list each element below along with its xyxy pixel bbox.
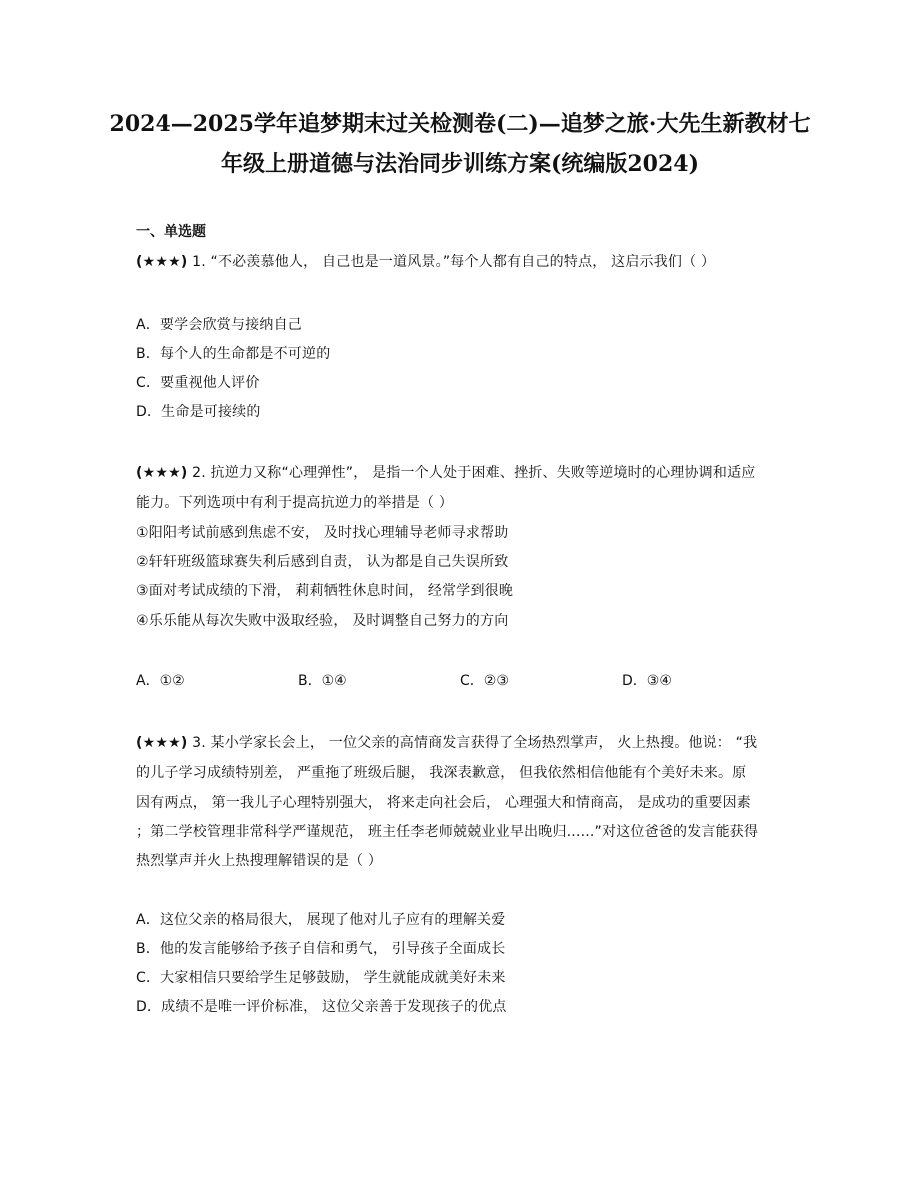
q3-stem-line-4: ；第二学校管理非常科学严谨规范， 班主任李老师兢兢业业早出晚归......”对这位爸爸的发言能获得	[136, 824, 759, 840]
q2-option-d[interactable]: D．③④	[622, 673, 672, 689]
q2-difficulty: (★★★)	[136, 465, 188, 481]
q3-stem-line-5: 热烈掌声并火上热搜理解错误的是（ ）	[136, 853, 383, 869]
q2-options	[136, 670, 836, 690]
q3-option-a[interactable]: A．这位父亲的格局很大， 展现了他对儿子应有的理解关爱	[136, 912, 506, 928]
q3-difficulty: (★★★)	[136, 735, 188, 751]
q1-stem: (★★★) 1. “不必羡慕他人， 自己也是一道风景。”每个人都有自己的特点， 这启示我们（ ）	[136, 254, 716, 270]
q1-difficulty: (★★★)	[136, 254, 188, 270]
section-heading: 一、单选题	[136, 224, 206, 240]
q1-option-c[interactable]: C．要重视他人评价	[136, 375, 260, 391]
q3-stem-line-2: 的儿子学习成绩特别差， 严重拖了班级后腿， 我深表歉意， 但我依然相信他能有个美好未来。原	[136, 765, 747, 781]
q1-option-a[interactable]: A．要学会欣赏与接纳自己	[136, 317, 302, 333]
q1-option-b[interactable]: B．每个人的生命都是不可逆的	[136, 346, 331, 362]
q3-stem-line-3: 因有两点， 第一我儿子心理特别强大， 将来走向社会后， 心理强大和情商高， 是成功的重要因素	[136, 795, 751, 811]
q3-option-c[interactable]: C．大家相信只要给学生足够鼓励， 学生就能成就美好未来	[136, 970, 506, 986]
q3-option-b[interactable]: B．他的发言能够给予孩子自信和勇气， 引导孩子全面成长	[136, 941, 506, 957]
q2-stem-line-2: 能力。下列选项中有利于提高抗逆力的举措是（ ）	[136, 495, 454, 511]
q2-option-a[interactable]: A．①②	[136, 673, 185, 689]
page-title	[60, 104, 860, 184]
q3-option-d[interactable]: D．成绩不是唯一评价标准， 这位父亲善于发现孩子的优点	[136, 999, 507, 1015]
q2-item-3: ③面对考试成绩的下滑， 莉莉牺牲休息时间， 经常学到很晚	[136, 583, 514, 599]
q2-item-1: ①阳阳考试前感到焦虑不安， 及时找心理辅导老师寻求帮助	[136, 525, 509, 541]
q3-stem-line-1: (★★★) 3. 某小学家长会上， 一位父亲的高情商发言获得了全场热烈掌声， 火上热搜。他说： “我	[136, 735, 758, 751]
title-line-1: 2024—2025学年追梦期末过关检测卷(二)—追梦之旅·大先生新教材七	[109, 111, 811, 137]
q1-option-d[interactable]: D．生命是可接续的	[136, 404, 261, 420]
q2-option-b[interactable]: B．①④	[298, 673, 347, 689]
q2-item-2: ②轩轩班级篮球赛失利后感到自责， 认为都是自己失误所致	[136, 554, 509, 570]
title-line-2: 年级上册道德与法治同步训练方案(统编版2024)	[220, 151, 700, 177]
q2-option-c[interactable]: C．②③	[460, 673, 509, 689]
q2-item-4: ④乐乐能从每次失败中汲取经验， 及时调整自己努力的方向	[136, 613, 509, 629]
q2-stem-line-1: (★★★) 2. 抗逆力又称“心理弹性”， 是指一个人处于困难、挫折、失败等逆境时的心理协调和适应	[136, 465, 756, 481]
